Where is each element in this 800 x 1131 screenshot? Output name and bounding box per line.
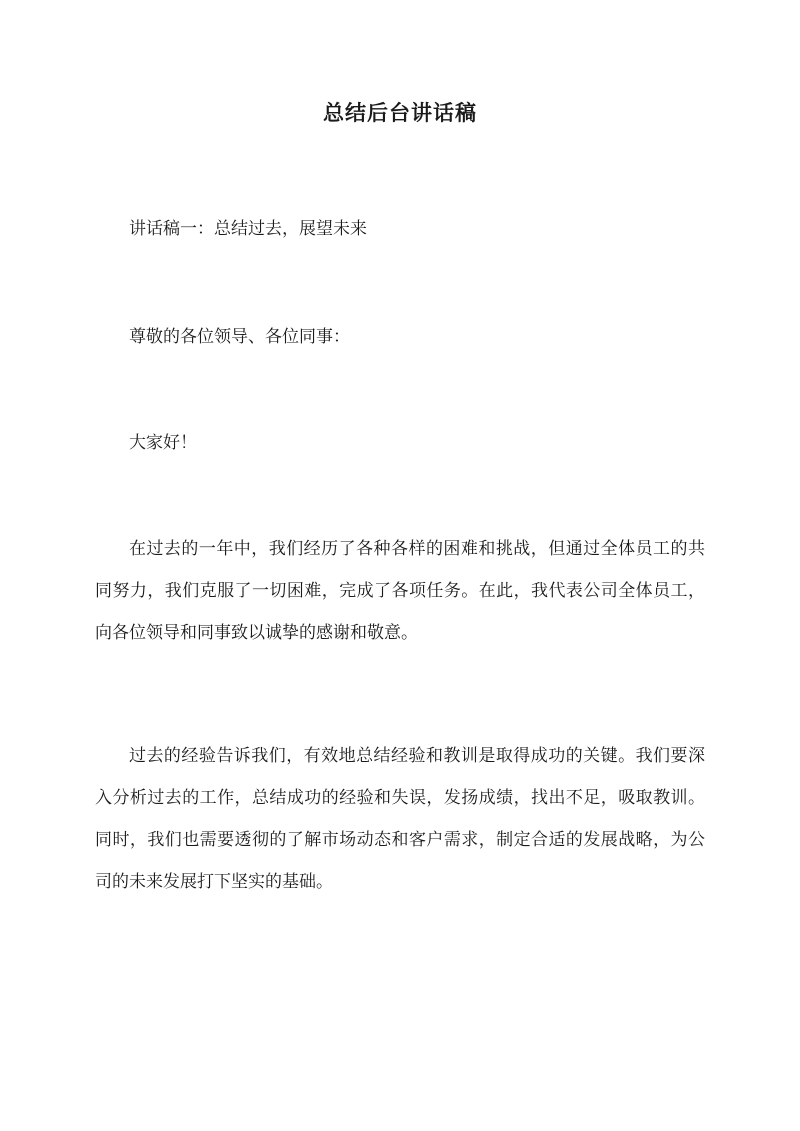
body-paragraph: 过去的经验告诉我们，有效地总结经验和教训是取得成功的关键。我们要深入分析过去的工作，总结成功的经验和失误，发扬成绩，找出不足，吸取教训。同时，我们也需要透彻的了解市场动态和客户需求，制定合适的发展战略，为公司的未来发展打下坚实的基础。 xyxy=(95,746,705,892)
document-title: 总结后台讲话稿 xyxy=(323,100,477,125)
greeting: 大家好！ xyxy=(129,433,197,453)
body-paragraph: 在过去的一年中，我们经历了各种各样的困难和挑战，但通过全体员工的共同努力，我们克服了一切困难，完成了各项任务。在此，我代表公司全体员工，向各位领导和同事致以诚挚的感谢和敬意。 xyxy=(95,539,705,643)
salutation: 尊敬的各位领导、各位同事： xyxy=(129,327,350,347)
speech-subtitle: 讲话稿一：总结过去，展望未来 xyxy=(129,219,367,239)
